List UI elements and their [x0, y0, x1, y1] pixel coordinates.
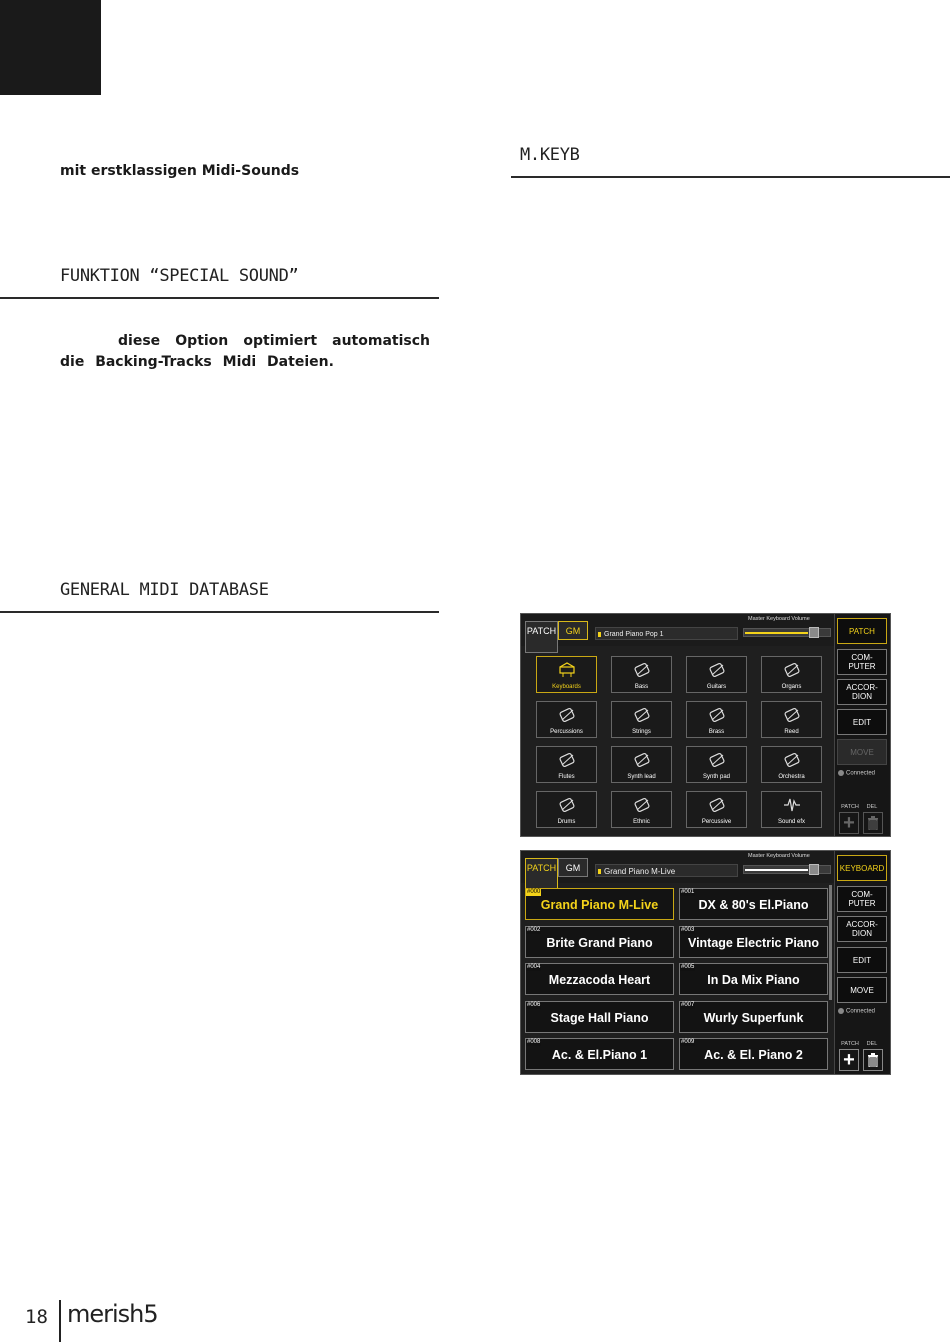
patch-name: Mezzacoda Heart [548, 973, 651, 987]
add-patch-button[interactable]: + [839, 812, 859, 834]
delete-button[interactable] [863, 812, 883, 834]
patch-number: #009 [681, 1039, 695, 1045]
patch-mode-tab[interactable]: PATCH [525, 858, 558, 890]
category-label: Percussive [701, 819, 732, 825]
section-divider [511, 176, 950, 178]
gm-mode-tab[interactable]: GM [558, 621, 588, 640]
category-percussions[interactable] [536, 701, 597, 738]
accordion-button[interactable]: ACCOR- DION [837, 679, 887, 705]
globe-icon [838, 770, 844, 776]
patch-item[interactable] [679, 963, 828, 995]
patch-name: Vintage Electric Piano [687, 935, 820, 950]
patch-list-scrollbar[interactable] [829, 885, 832, 1000]
patch-item[interactable] [679, 926, 828, 958]
current-sound-display: Grand Piano M-Live [595, 864, 738, 877]
del-label: DEL [866, 1041, 878, 1047]
patch-name: Stage Hall Piano [550, 1010, 649, 1025]
special-sound-paragraph: diese Option optimiert automatisch die Backing-Tracks Midi Dateien. [60, 333, 430, 370]
patch-item[interactable] [525, 888, 674, 920]
sitar-icon [633, 796, 651, 814]
move-button[interactable]: MOVE [837, 739, 887, 765]
connection-status [838, 770, 875, 777]
edit-button[interactable]: EDIT [837, 947, 887, 973]
organ-icon [783, 661, 801, 679]
category-reed[interactable] [761, 701, 822, 738]
category-flutes[interactable] [536, 746, 597, 783]
trash-icon [867, 816, 879, 830]
gm-mode-tab[interactable]: GM [558, 858, 588, 877]
patch-item[interactable] [525, 926, 674, 958]
category-keyboards[interactable] [536, 656, 597, 693]
patch-label: PATCH [841, 1041, 859, 1047]
screen-topbar [521, 851, 834, 883]
volume-slider[interactable] [743, 865, 831, 874]
category-label: Orchestra [778, 774, 805, 780]
patch-name: Brite Grand Piano [546, 935, 653, 950]
drumkit-icon [558, 796, 576, 814]
patch-name: Ac. & El.Piano 1 [551, 1048, 648, 1062]
patch-number: #002 [527, 926, 541, 933]
guitar-icon [708, 661, 726, 679]
patch-mode-tab[interactable]: PATCH [525, 621, 558, 653]
piano-icon [558, 661, 576, 679]
current-sound-display: Grand Piano Pop 1 [595, 627, 738, 640]
saxophone-icon [783, 706, 801, 724]
category-label: Organs [781, 684, 802, 690]
connection-status [838, 1008, 875, 1015]
patch-list-screen [520, 850, 891, 1075]
patch-item[interactable] [679, 1001, 828, 1033]
page-number: 18 [25, 1306, 48, 1328]
patch-item[interactable] [525, 963, 674, 995]
section-heading-special-sound: FUNKTION “SPECIAL SOUND” [60, 266, 299, 286]
patch-name: Ac. & El. Piano 2 [704, 1048, 803, 1062]
category-label: Sound efx [777, 819, 806, 825]
add-patch-button[interactable]: + [839, 1049, 859, 1071]
patch-button[interactable]: PATCH [837, 618, 887, 644]
waveform-icon [783, 796, 801, 814]
category-orchestra[interactable] [761, 746, 822, 783]
volume-knob[interactable] [809, 864, 819, 875]
patch-item[interactable] [679, 1038, 828, 1070]
volume-fill [745, 632, 808, 634]
category-sound-efx[interactable] [761, 791, 822, 828]
category-synth-lead[interactable] [611, 746, 672, 783]
edit-button[interactable]: EDIT [837, 709, 887, 735]
category-strings[interactable] [611, 701, 672, 738]
trash-icon [867, 1053, 879, 1067]
computer-button[interactable]: COM- PUTER [837, 649, 887, 675]
section-heading-gm-database: GENERAL MIDI DATABASE [60, 580, 269, 600]
category-label: Percussions [550, 729, 583, 735]
section-divider [0, 297, 439, 299]
category-label: Drums [557, 819, 576, 825]
computer-button[interactable]: COM- PUTER [837, 886, 887, 912]
intro-line: mit erstklassigen Midi-Sounds [60, 163, 300, 179]
keyboard-button[interactable]: KEYBOARD [837, 855, 887, 881]
screen-topbar [521, 614, 834, 646]
volume-slider[interactable] [743, 628, 831, 637]
category-label: Bass [634, 684, 649, 690]
connected-label: Connected [846, 1008, 876, 1015]
category-label: Ethnic [633, 819, 650, 825]
patch-number: #006 [527, 1001, 541, 1008]
category-organs[interactable] [761, 656, 822, 693]
volume-fill [745, 869, 808, 871]
patch-name: DX & 80's El.Piano [698, 898, 809, 912]
category-synth-pad[interactable] [686, 746, 747, 783]
conductor-icon [783, 751, 801, 769]
patch-number: #000 [527, 889, 541, 895]
volume-label: Master Keyboard Volume [748, 853, 810, 859]
patch-del-labels [839, 1041, 887, 1047]
category-drums[interactable] [536, 791, 597, 828]
patch-name: Wurly Superfunk [703, 1010, 804, 1025]
patch-item[interactable] [679, 888, 828, 920]
screen-sidebar [834, 851, 890, 1074]
category-guitars[interactable] [686, 656, 747, 693]
category-label: Guitars [706, 684, 727, 690]
patch-number: #001 [681, 889, 695, 895]
violin-icon [633, 706, 651, 724]
patch-number: #007 [681, 1001, 695, 1008]
category-bass[interactable] [611, 656, 672, 693]
brand-logo: merish5 [67, 1300, 158, 1328]
section-divider [0, 611, 439, 613]
category-ethnic[interactable] [611, 791, 672, 828]
patch-name: Grand Piano M-Live [540, 898, 659, 912]
drum-icon [558, 706, 576, 724]
screen-sidebar [834, 614, 890, 836]
flute-icon [558, 751, 576, 769]
globe-icon [838, 1008, 844, 1014]
category-label: Synth lead [627, 774, 656, 780]
trumpet-icon [708, 706, 726, 724]
category-screen [520, 613, 891, 837]
category-label: Brass [708, 729, 725, 735]
chapter-tab [0, 0, 101, 95]
patch-name: In Da Mix Piano [707, 973, 800, 987]
patch-number: #005 [681, 964, 695, 970]
category-brass[interactable] [686, 701, 747, 738]
patch-number: #003 [681, 926, 695, 933]
connected-label: Connected [846, 770, 876, 777]
category-label: Synth pad [702, 774, 731, 780]
patch-number: #008 [527, 1039, 541, 1045]
patch-item[interactable] [525, 1038, 674, 1070]
patch-label: PATCH [841, 804, 859, 810]
bass-icon [633, 661, 651, 679]
xylophone-icon [708, 796, 726, 814]
patch-del-labels [839, 804, 887, 810]
patch-number: #004 [527, 964, 541, 970]
section-heading-mkeyb: M.KEYB [520, 145, 580, 165]
volume-label: Master Keyboard Volume [748, 616, 810, 622]
synthpad-icon [708, 751, 726, 769]
synth-icon [633, 751, 651, 769]
accordion-button[interactable]: ACCOR- DION [837, 916, 887, 942]
category-label: Strings [632, 729, 651, 735]
footer-divider [59, 1300, 61, 1342]
category-label: Keyboards [552, 684, 581, 690]
delete-button[interactable] [863, 1049, 883, 1071]
patch-item[interactable] [525, 1001, 674, 1033]
move-button[interactable]: MOVE [837, 977, 887, 1003]
category-label: Flutes [558, 774, 575, 780]
category-label: Reed [784, 729, 799, 735]
volume-knob[interactable] [809, 627, 819, 638]
del-label: DEL [866, 804, 878, 810]
category-percussive[interactable] [686, 791, 747, 828]
